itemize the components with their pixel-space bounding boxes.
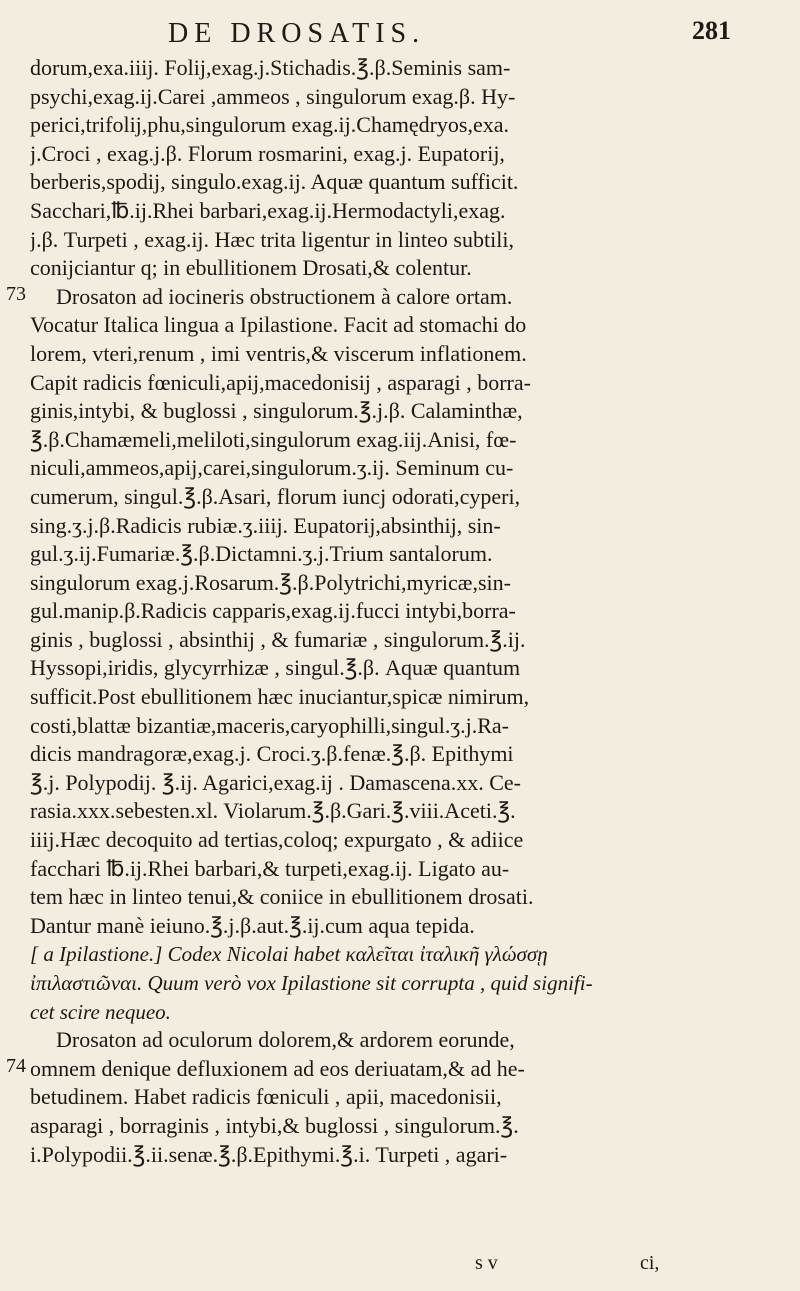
text-line: sing.ʒ.j.β.Radicis rubiæ.ʒ.iiij. Eupatorij,absinthij, sin- xyxy=(30,512,501,538)
text-line: lorem, vteri,renum , imi ventris,& viscerum inflationem. xyxy=(30,340,527,366)
text-line: sufficit.Post ebullitionem hæc inuciantur,spicæ nimirum, xyxy=(30,684,530,710)
text-line: dorum,exa.iiij. Folij,exag.j.Stichadis.℥.β.Seminis sam- xyxy=(30,55,511,80)
text-line: conijciantur q; in ebullitionem Drosati,& colentur. xyxy=(30,255,472,281)
text-line: asparagi , borraginis , intybi,& buglossi , singulorum.℥. xyxy=(30,1112,519,1138)
margin-number-73: 73 xyxy=(6,283,26,305)
text-line: Dantur manè ieiuno.℥.j.β.aut.℥.ij.cum aqua tepida. xyxy=(30,912,475,938)
text-line: betudinem. Habet radicis fœniculi , apii, macedonisii, xyxy=(30,1084,502,1110)
text-line: rasia.xxx.sebesten.xl. Violarum.℥.β.Gari.℥.viii.Aceti.℥. xyxy=(30,798,516,824)
page-header xyxy=(0,12,800,52)
text-line: gul.ʒ.ij.Fumariæ.℥.β.Dictamni.ʒ.j.Trium santalorum. xyxy=(30,541,493,567)
catchword: ci, xyxy=(640,1252,660,1274)
text-line: ℥.j. Polypodij. ℥.ij. Agarici,exag.ij . Damascena.xx. Ce- xyxy=(30,769,521,795)
text-line: cumerum, singul.℥.β.Asari, florum iuncj odorati,cyperi, xyxy=(30,483,521,509)
signature-mark: s v xyxy=(475,1252,498,1274)
text-line: Hyssopi,iridis, glycyrrhizæ , singul.℥.β. Aquæ quantum xyxy=(30,655,521,681)
text-line: Vocatur Italica lingua a Ipilastione. Facit ad stomachi do xyxy=(30,312,527,338)
text-line: Capit radicis fœniculi,apij,macedonisij , asparagi , borra- xyxy=(30,369,531,395)
text-line: gul.manip.β.Radicis capparis,exag.ij.fucci intybi,borra- xyxy=(30,598,516,624)
text-line: costi,blattæ bizantiæ,maceris,caryophilli,singul.ʒ.j.Ra- xyxy=(30,712,510,738)
annotation-line: [ a Ipilastione.] Codex Nicolai habet καλεῖται ἰταλικῆ γλώσσῃ xyxy=(30,942,548,967)
page-number: 281 xyxy=(692,16,731,45)
text-line: i.Polypodii.℥.ii.senæ.℥.β.Epithymi.℥.i. Turpeti , agari- xyxy=(30,1141,508,1167)
margin-number-74: 74 xyxy=(6,1055,26,1077)
text-line: tem hæc in linteo tenui,& coniice in ebullitionem drosati. xyxy=(30,884,534,910)
text-line: singulorum exag.j.Rosarum.℥.β.Polytrichi,myricæ,sin- xyxy=(30,569,511,595)
text-line: facchari ℔.ij.Rhei barbari,& turpeti,exag.ij. Ligato au- xyxy=(30,855,510,881)
text-line: psychi,exag.ij.Carei ,ammeos , singulorum exag.β. Hy- xyxy=(30,83,516,109)
text-line: iiij.Hæc decoquito ad tertias,coloq; expurgato , & adiice xyxy=(30,827,524,853)
section-heading-line: Drosaton ad oculorum dolorem,& ardorem eorunde, xyxy=(56,1027,515,1053)
text-line: j.β. Turpeti , exag.ij. Hæc trita ligentur in linteo subtili, xyxy=(30,226,514,252)
text-line: perici,trifolij,phu,singulorum exag.ij.Chamędryos,exa. xyxy=(30,112,510,138)
section-heading-line: Drosaton ad iocineris obstructionem à calore ortam. xyxy=(56,283,513,309)
text-line: j.Croci , exag.j.β. Florum rosmarini, exag.j. Eupatorij, xyxy=(30,140,505,166)
text-line: dicis mandragoræ,exag.j. Croci.ʒ.β.fenæ.℥.β. Epithymi xyxy=(30,741,514,767)
text-line: omnem denique defluxionem ad eos deriuatam,& ad he- xyxy=(30,1055,525,1081)
running-head: DE DROSATIS. xyxy=(168,18,426,49)
text-line: berberis,spodij, singulo.exag.ij. Aquæ quantum sufficit. xyxy=(30,169,519,195)
text-line: ginis,intybi, & buglossi , singulorum.℥.j.β. Calaminthæ, xyxy=(30,398,523,424)
text-line: Sacchari,℔.ij.Rhei barbari,exag.ij.Hermodactyli,exag. xyxy=(30,197,506,223)
annotation-line: ἰπιλαστιῶναι. Quum verò vox Ipilastione sit corrupta , quid signifi- xyxy=(30,971,593,995)
body-text xyxy=(30,54,670,1169)
text-line: ginis , buglossi , absinthij , & fumariæ , singulorum.℥.ij. xyxy=(30,626,526,652)
text-line: ℥.β.Chamæmeli,meliloti,singulorum exag.iij.Anisi, fœ- xyxy=(30,426,517,452)
annotation-line: cet scire nequeo. xyxy=(30,999,171,1024)
text-line: niculi,ammeos,apij,carei,singulorum.ʒ.ij. Seminum cu- xyxy=(30,455,514,481)
